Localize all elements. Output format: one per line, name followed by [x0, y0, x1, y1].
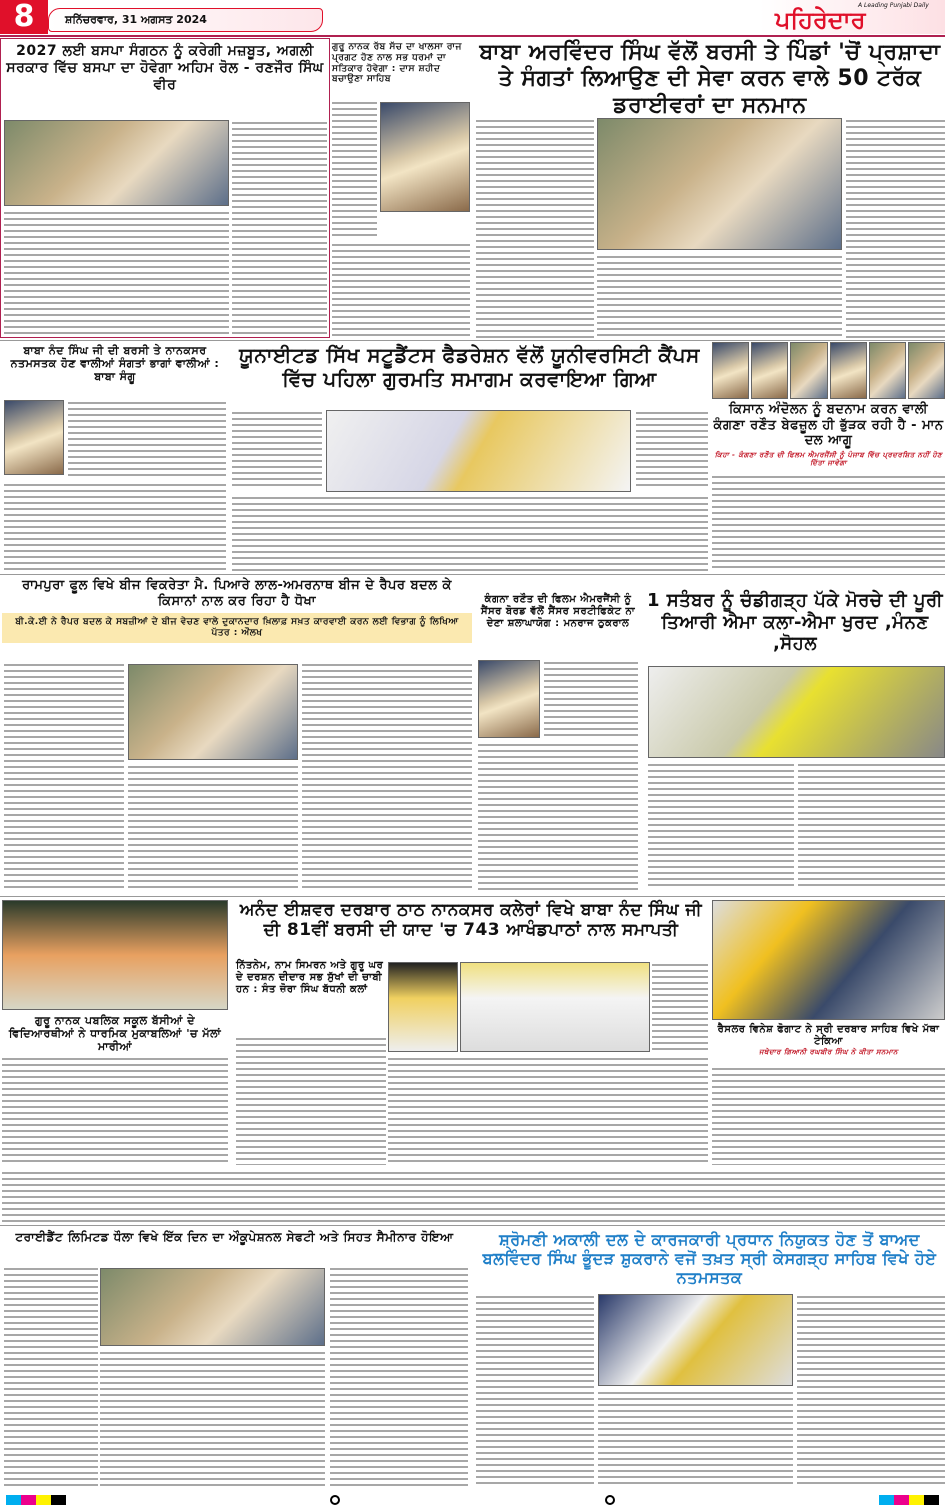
headline: ਅਨੰਦ ਈਸ਼ਵਰ ਦਰਬਾਰ ਠਾਠ ਨਾਨਕਸਰ ਕਲੇਰਾਂ ਵਿਖੇ ਬਾਬਾ ਨੰਦ ਸਿੰਘ ਜੀ ਦੀ 81ਵੀਂ ਬਰਸੀ ਦੀ ਯਾਦ 'ਚ 743 ਆਖੰਡਪਾਠਾਂ ਨਾਲ ਸਮਾਪਤੀ — [239, 900, 703, 941]
photo-trident-seminar — [100, 1268, 325, 1346]
story-manraj-thukral — [478, 594, 638, 630]
leader-portrait — [869, 342, 906, 399]
story-trident-seminar — [2, 1230, 467, 1244]
headline: ਗੁਰੂ ਨਾਨਕ ਰੱਬ ਸੱਚ ਦਾ ਖਾਲਸਾ ਰਾਜ ਪ੍ਰਗਟ ਹੋਣ ਨਾਲ ਸਭ ਧਰਮਾਂ ਦਾ ਸਤਿਕਾਰ ਹੋਵੇਗਾ : ਦਾਸ ਸ਼ਹੀਦ ਬਚਾਉਣਾ ਸਾਹਿਬ — [332, 42, 462, 85]
registration-mark — [330, 1495, 340, 1505]
leader-portrait — [790, 342, 827, 399]
headline: ਬਾਬਾ ਨੰਦ ਸਿੰਘ ਜੀ ਦੀ ਬਰਸੀ ਤੇ ਨਾਨਕਸਰ ਨਤਮਸਤਕ ਹੋਣ ਵਾਲੀਆਂ ਸੰਗਤਾਂ ਭਾਗਾਂ ਵਾਲੀਆਂ : ਬਾਬਾ ਸੰਗੂ — [10, 344, 220, 384]
photo-bsp-meeting — [4, 120, 229, 206]
headline: 1 ਸਤੰਬਰ ਨੂੰ ਚੰਡੀਗੜ੍ਹ ਪੱਕੇ ਮੋਰਚੇ ਦੀ ਪੂਰੀ ਤਿਆਰੀ ਐਮਾ ਕਲਾ-ਐਮਾ ਖੁਰਦ ,ਮੰਨਣ ,ਸੋਹਲ — [646, 590, 944, 655]
story-bhundar-kesgarh — [474, 1230, 945, 1288]
page-number-box: 8 — [0, 0, 48, 34]
story-vinesh-phogat — [712, 1024, 945, 1056]
headline: ਰਾਮਪੁਰਾ ਫੂਲ ਵਿਖੇ ਬੀਜ ਵਿਕਰੇਤਾ ਮੈ. ਪਿਆਰੇ ਲਾਲ-ਅਮਰਨਾਥ ਬੀਜ ਦੇ ਰੈਪਰ ਬਦਲ ਕੇ ਕਿਸਾਨਾਂ ਨਾਲ ਕਰ ਰਿਹਾ ਹੈ ਧੋਖਾ — [22, 578, 452, 609]
tagline: A Leading Punjabi Daily — [858, 2, 929, 9]
newspaper-logo: ਪਹਿਰੇਦਾਰ — [775, 6, 866, 34]
headline: ਕੰਗਨਾ ਰਣੌਤ ਦੀ ਫਿਲਮ ਐਮਰਜੈਂਸੀ ਨੂੰ ਸੈਂਸਰ ਬੋਰਡ ਵੱਲੋਂ ਸੈਂਸਰ ਸਰਟੀਫਿਕੇਟ ਨਾ ਦੇਣਾ ਸ਼ਲਾਘਾਯੋਗ : ਮਨਰਾਜ ਠੁਕਰਾਲ — [480, 594, 636, 629]
color-bar — [879, 1495, 939, 1505]
color-bar — [6, 1495, 66, 1505]
leader-portrait — [908, 342, 945, 399]
headline: ਸ਼੍ਰੋਮਣੀ ਅਕਾਲੀ ਦਲ ਦੇ ਕਾਰਜਕਾਰੀ ਪ੍ਰਧਾਨ ਨਿਯੁਕਤ ਹੋਣ ਤੋਂ ਬਾਅਦ ਬਲਵਿੰਦਰ ਸਿੰਘ ਭੂੰਦੜ ਸ਼ੁਕਰਾਨੇ ਵਜੋਂ ਤਖ਼ਤ ਸ੍ਰੀ ਕੇਸਗੜ੍ਹ ਸਾਹਿਬ ਵਿਖੇ ਹੋਏ ਨਤਮਸਤਕ — [482, 1230, 937, 1288]
headline: ਬਾਬਾ ਅਰਵਿੰਦਰ ਸਿੰਘ ਵੱਲੋਂ ਬਰਸੀ ਤੇ ਪਿੰਡਾਂ 'ਚੋਂ ਪ੍ਰਸ਼ਾਦਾ ਤੇ ਸੰਗਤਾਂ ਲਿਆਉਣ ਦੀ ਸੇਵਾ ਕਰਨ ਵਾਲੇ 50 ਟਰੱਕ ਡਰਾਈਵਰਾਂ ਦਾ ਸਨਮਾਨ — [479, 40, 941, 118]
headline: 2027 ਲਈ ਬਸਪਾ ਸੰਗਠਨ ਨੂੰ ਕਰੇਗੀ ਮਜ਼ਬੂਤ, ਅਗਲੀ ਸਰਕਾਰ ਵਿੱਚ ਬਸਪਾ ਦਾ ਹੋਵੇਗਾ ਅਹਿਮ ਰੋਲ - ਰਣਜੌਰ ਸਿੰਘ ਵੀਰ — [6, 43, 324, 93]
photo-gurmat-samagam — [326, 410, 631, 492]
story-baba-sangu — [2, 344, 228, 384]
photo-manraj-thukral — [478, 660, 540, 738]
color-registration-marks — [0, 1492, 945, 1507]
story-rampura-seeds — [2, 578, 472, 643]
photo-bhundar-kesgarh — [598, 1294, 793, 1386]
leader-portrait — [830, 342, 867, 399]
story-ussf — [232, 343, 707, 391]
photo-sangat-gathering — [460, 962, 650, 1052]
photo-sant-zora-singh — [388, 962, 458, 1052]
photo-vinesh-phogat — [712, 900, 945, 1020]
issue-date: ਸ਼ਨਿੱਚਰਵਾਰ, 31 ਅਗਸਤ 2024 — [65, 13, 207, 26]
headline: ਯੂਨਾਈਟਡ ਸਿੱਖ ਸਟੂਡੈਂਟਸ ਫੈਡਰੇਸ਼ਨ ਵੱਲੋਂ ਯੂਨੀਵਰਸਿਟੀ ਕੈਂਪਸ ਵਿੱਚ ਪਹਿਲਾ ਗੁਰਮਤਿ ਸਮਾਗਮ ਕਰਵਾਇਆ ਗਿਆ — [239, 343, 700, 391]
photo-seed-shop — [128, 664, 298, 760]
photo-school-students — [2, 900, 228, 1010]
subheadline: ਬੀ.ਕੇ.ਈ ਨੇ ਰੈਪਰ ਬਦਲ ਕੇ ਸਬਜ਼ੀਆਂ ਦੇ ਬੀਜ ਵੇਚਣ ਵਾਲੇ ਦੁਕਾਨਦਾਰ ਖ਼ਿਲਾਫ਼ ਸਖ਼ਤ ਕਾਰਵਾਈ ਕਰਨ ਲਈ ਵਿਭਾਗ ਨੂੰ ਲਿਖਿਆ ਪੱਤਰ : ਔਲਖ — [2, 613, 472, 643]
story-chandigarh-morcha — [645, 590, 945, 655]
photo-baba-sangu — [4, 400, 64, 475]
story-khalsa-raj — [332, 42, 470, 85]
registration-mark — [605, 1495, 615, 1505]
portrait-strip — [712, 342, 945, 399]
subheadline-sant-zora-singh: ਨਿੱਤਨੇਮ, ਨਾਮ ਸਿਮਰਨ ਅਤੇ ਗੁਰੂ ਘਰ ਦੇ ਦਰਸ਼ਨ ਦੀਦਾਰ ਸਭ ਸੁੱਖਾਂ ਦੀ ਚਾਬੀ ਹਨ : ਸੰਤ ਜ਼ੋਰਾ ਸਿੰਘ ਬੱਧਨੀ ਕਲਾਂ — [236, 960, 384, 995]
story-truck-drivers — [475, 40, 945, 119]
leader-portrait — [712, 342, 749, 399]
headline: ਕਿਸਾਨ ਅੰਦੋਲਨ ਨੂੰ ਬਦਨਾਮ ਕਰਨ ਵਾਲੀ ਕੰਗਣਾ ਰਣੌਤ ਬੇਫਜ਼ੂਲ ਹੀ ਭੁੱੜਕ ਰਹੀ ਹੈ - ਮਾਨ ਦਲ ਆਗੂ — [713, 402, 944, 449]
story-nanaksar-barsi — [234, 900, 708, 941]
story-bsp — [2, 40, 328, 116]
leader-portrait — [751, 342, 788, 399]
headline: ਗੁਰੂ ਨਾਨਕ ਪਬਲਿਕ ਸਕੂਲ ਬੱਸੀਆਂ ਦੇ ਵਿਦਿਆਰਥੀਆਂ ਨੇ ਧਾਰਮਿਕ ਮੁਕਾਬਲਿਆਂ 'ਚ ਮੱਲਾਂ ਮਾਰੀਆਂ — [8, 1014, 222, 1054]
subheadline: ਕਿਹਾ - ਕੰਗਣਾ ਰਣੌਤ ਦੀ ਫਿਲਮ ਐਮਰਜੈਂਸੀ ਨੂੰ ਪੰਜਾਬ ਵਿੱਚ ਪ੍ਰਦਰਸ਼ਿਤ ਨਹੀਂ ਹੋਣ ਦਿੱਤਾ ਜਾਵੇਗਾ — [714, 450, 943, 468]
subheadline: ਜਥੇਦਾਰ ਗਿਆਨੀ ਰਘਬੀਰ ਸਿੰਘ ਨੇ ਕੀਤਾ ਸਨਮਾਨ — [758, 1048, 899, 1056]
headline: ਟਰਾਈਡੈਂਟ ਲਿਮਿਟਡ ਧੌਲਾ ਵਿਖੇ ਇੱਕ ਦਿਨ ਦਾ ਔਕੂਪੇਸ਼ਨਲ ਸੇਫਟੀ ਅਤੇ ਸਿਹਤ ਸੈਮੀਨਾਰ ਹੋਇਆ — [15, 1230, 454, 1244]
story-guru-nanak-school — [2, 1014, 228, 1054]
story-kangana-mann-dal — [712, 402, 945, 468]
photo-portrait — [380, 102, 470, 212]
photo-farmer-union — [648, 666, 945, 758]
photo-honour-ceremony — [597, 118, 842, 250]
header-rule — [0, 35, 945, 37]
headline: ਰੈਸਲਰ ਵਿਨੇਸ਼ ਫੋਗਾਟ ਨੇ ਸ੍ਰੀ ਦਰਬਾਰ ਸਾਹਿਬ ਵਿਖੇ ਮੱਥਾ ਟੇਕਿਆ — [717, 1024, 940, 1047]
